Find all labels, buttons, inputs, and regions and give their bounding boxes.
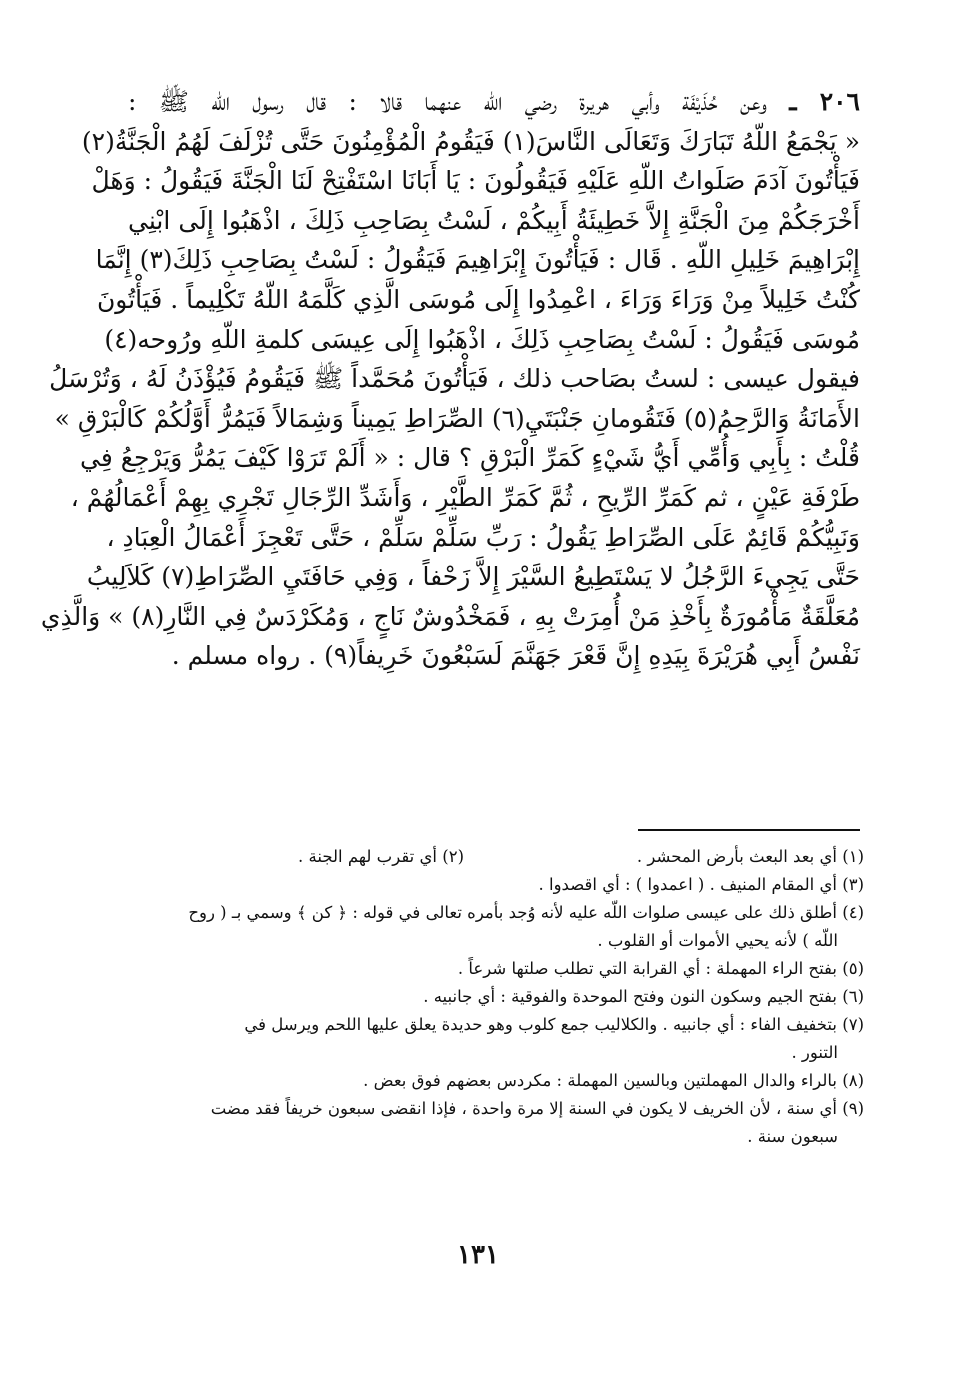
hadith-line: الأَمَانَةُ وَالرَّحِمُ(٥) فَتَقُومانِ جَنْبَتَيِ(٦) الصِّرَاطِ يَمِيناً وَشِمَالاً فَيَمُرُّ أَوَّلُكُمْ كَالْبَرْقِ »	[54, 403, 860, 433]
hadith-line: طَرْفَةِ عَيْنٍ ، ثم كَمَرِّ الرِّيحِ ، ثُمَّ كَمَرِّ الطَّيْرِ ، وَأَشَدِّ الرِّجَالِ تَجْرِي بِهِمْ أَعْمَالُهُمْ ،	[70, 482, 860, 512]
footnote-2: (٢) أي تقرب لهم الجنة .	[298, 847, 464, 866]
page-number: ١٣١	[457, 1240, 499, 1270]
hadith-line: إِبْرَاهِيمَ خَلِيلِ اللّهِ . قَال : فَيَأْتُونَ إِبْرَاهِيمَ فَيَقُولُ : لَسْتُ بِصَاحِبِ ذَلِكَ(٣) إِنَّمَا	[95, 245, 860, 275]
footnote-7: (٧) بتخفيف الفاء : أي جانبيه . والكلاليب جمع كلوب وهو حديدة يعلق عليها اللحم ويرسل في	[244, 1015, 864, 1034]
footnote-4-continued: اللّه ) لأنه يحيي الأموات أو القلوب .	[597, 931, 838, 950]
hadith-line: فَيَأْتُونَ آدَمَ صَلَواتُ اللّهِ عَلَيْهِ فَيَقُولُونَ : يَا أَبَانَا اسْتَفْتِحْ لَنَا الْجَنَّةَ فَيَقُولُ : وَهَلْ	[91, 166, 860, 196]
footnote-1: (١) أي بعد البعث بأرض المحشر .	[636, 847, 864, 866]
hadith-line: أَخْرَجَكُمْ مِنَ الْجَنَّةِ إِلاَّ خَطِيئَةُ أَبِيكُمْ ، لَسْتُ بِصَاحِبِ ذَلِكَ ، اذْهَبُوا إِلَى ابْنِي	[128, 205, 860, 235]
hadith-line: مُعَلَّقَةٌ مَأْمُورَةٌ بِأَخْذِ مَنْ أُمِرَتْ بِهِ ، فَمَخْدُوشٌ نَاجٍ ، وَمُكَرْدَسٌ فِي النَّارِ(٨) » وَالَّذِي	[40, 601, 860, 631]
hadith-number: ٢٠٦ ـ	[789, 87, 860, 116]
hadith-line-last: نَفْسُ أَبِي هُرَيْرَةَ بِيَدِهِ إِنَّ قَعْرَ جَهَنَّمَ لَسَبْعُونَ خَرِيفاً(٩) . رواه مسلم .	[171, 641, 860, 671]
hadith-line: مُوسَى فَيَقُولُ : لَسْتُ بِصَاحِبِ ذَلِكَ ، اذْهَبُوا إِلَى عِيسَى كلمةِ اللّهِ ورُوحه(٤)	[104, 324, 860, 354]
hadith-line: حَتَّى يَجِيءَ الرَّجُلُ لا يَسْتَطِيعُ السَّيْرَ إِلاَّ زَحْفاً ، وَفِي حَافَتَيِ الصِّرَاطِ(٧) كَلاَلِيبُ	[86, 562, 860, 592]
footnotes	[118, 843, 864, 1151]
footnote-separator	[638, 829, 860, 831]
footnote-4: (٤) أطلق ذلك على عيسى صلوات اللّه عليه لأنه وُجد بأمره تعالى في قوله : ﴿ كن ﴾ وسمي بـ ( روح	[188, 903, 864, 922]
hadith-line: فيقول عيسى : لستُ بصَاحب ذلك ، فَيَأْتُونَ مُحَمَّداً ﷺ فَيَقُومُ فَيُؤْذَنُ لَهُ ، وَتُرْسَلُ	[49, 364, 860, 394]
footnote-8: (٨) بالراء والدال المهملتين وبالسين المهملة : مكردس بعضهم فوق بعض .	[363, 1071, 864, 1090]
footnote-9-continued: سبعون سنة .	[747, 1127, 838, 1146]
hadith-line-text: وعن حُذَيْفَة وأبي هريرة رضي اللّه عنهما قالا : قال رسول اللّه ﷺ :	[128, 87, 767, 116]
footnote-9: (٩) أي سنة ، لأن الخريف لا يكون في السنة إلا مرة واحدة ، فإذا انقضى سبعون خريفاً فقد مضت	[210, 1099, 864, 1118]
hadith-line: قُلْتُ : بِأَبِي وَأُمِّي أَيُّ شَيْءٍ كَمَرِّ الْبَرْقِ ؟ قال : « أَلَمْ تَرَوْا كَيْفَ يَمُرُّ وَيَرْجِعُ فِي	[79, 443, 860, 473]
footnote-5: (٥) بفتح الراء المهملة : أي القرابة التي تطلب صلتها شرعاً .	[457, 959, 864, 978]
footnote-6: (٦) بفتح الجيم وسكون النون وفتح الموحدة والفوقية : أي جانبيه .	[423, 987, 864, 1006]
hadith-text	[40, 82, 860, 676]
footnote-3: (٣) أي المقام المنيف . ( اعمدوا ) : أي اقصدوا .	[538, 875, 864, 894]
hadith-line: « يَجْمَعُ اللّهُ تَبَارَكَ وَتَعَالَى النَّاسَ(١) فَيَقُومُ الْمُؤْمِنُونَ حَتَّى تُزْلَفَ لَهُمُ الْجَنَّةُ(٢)	[81, 126, 860, 156]
footnote-row-1-2	[118, 843, 864, 871]
hadith-line: وَنَبِيُّكُمْ قَائِمٌ عَلَى الصِّرَاطِ يَقُولُ : رَبِّ سَلِّمْ سَلِّمْ ، حَتَّى تَعْجِزَ أَعْمَالُ الْعِبَادِ ،	[106, 522, 860, 552]
hadith-line: كُنْتُ خَلِيلاً مِنْ وَرَاءَ وَرَاءَ ، اعْمِدُوا إِلَى مُوسَى الَّذِي كَلَّمَهُ اللّهُ تَكْلِيماً . فَيَأْتُونَ	[96, 284, 860, 314]
hadith-line-1	[128, 82, 860, 122]
footnote-7-continued: التنور .	[791, 1043, 838, 1062]
